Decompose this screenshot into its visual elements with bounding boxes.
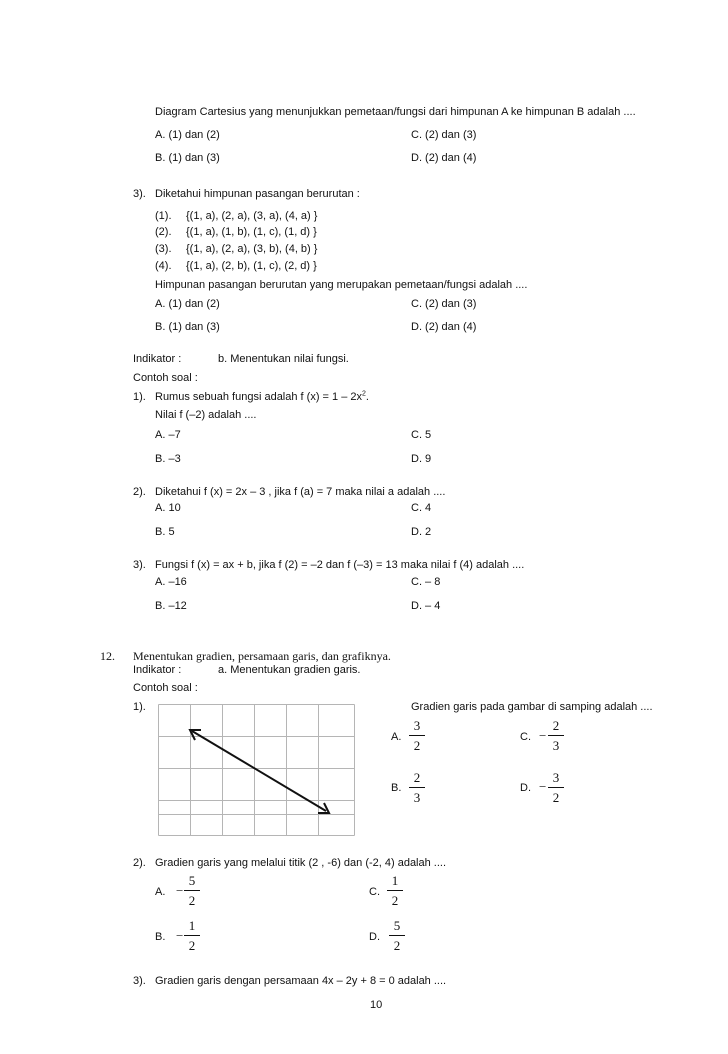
fq2-number: 2).: [133, 486, 146, 498]
fq2-option-b: B. 5: [155, 526, 175, 538]
gq1-option-c-label: C.: [520, 731, 531, 743]
intro-option-a: A. (1) dan (2): [155, 129, 220, 141]
page-number: 10: [370, 999, 383, 1011]
fq1-option-b: B. –3: [155, 453, 181, 465]
gq2-option-a-label: A.: [155, 886, 166, 898]
indicator-b-text: b. Menentukan nilai fungsi.: [218, 353, 349, 365]
set-2-value: {(1, a), (1, b), (1, c), (1, d) }: [186, 226, 317, 238]
line-graph-figure: [158, 704, 355, 836]
gq2-option-a-sign: −: [176, 883, 184, 898]
q3a-question: Himpunan pasangan berurutan yang merupakan pemetaan/fungsi adalah ....: [155, 279, 528, 291]
intro-option-c: C. (2) dan (3): [411, 129, 477, 141]
set-3-label: (3).: [155, 243, 172, 255]
fq2-option-c: C. 4: [411, 502, 432, 514]
set-1-label: (1).: [155, 210, 172, 222]
gq1-option-c-sign: −: [539, 728, 547, 743]
gq1-option-d-sign: −: [539, 779, 547, 794]
gq1-option-d-fraction: 3 2: [546, 771, 566, 805]
set-3-value: {(1, a), (2, a), (3, b), (4, b) }: [186, 243, 318, 255]
indicator-b-label: Indikator :: [133, 353, 182, 365]
fq2-option-d: D. 2: [411, 526, 432, 538]
gq1-option-c-fraction: 2 3: [546, 719, 566, 753]
q3a-number: 3).: [133, 188, 146, 200]
section-12-title: Menentukan gradien, persamaan garis, dan grafiknya.: [133, 649, 391, 663]
gq2-option-c-label: C.: [369, 886, 380, 898]
gq1-option-a-fraction: 3 2: [407, 719, 427, 753]
fq3-option-a: A. –16: [155, 576, 187, 588]
fq1-option-d: D. 9: [411, 453, 432, 465]
fq3-stem: Fungsi f (x) = ax + b, jika f (2) = –2 dan f (–3) = 13 maka nilai f (4) adalah ....: [155, 559, 525, 571]
indicator-a-label: Indikator :: [133, 664, 182, 676]
gq2-option-b-fraction: 1 2: [182, 919, 202, 953]
fq1-option-c: C. 5: [411, 429, 432, 441]
intro-question: Diagram Cartesius yang menunjukkan pemetaan/fungsi dari himpunan A ke himpunan B adalah ....: [155, 106, 636, 118]
q3a-stem: Diketahui himpunan pasangan berurutan :: [155, 188, 360, 200]
gq1-option-d-label: D.: [520, 782, 531, 794]
gq2-option-b-label: B.: [155, 931, 166, 943]
gq2-option-d-fraction: 5 2: [387, 919, 407, 953]
fq3-option-c: C. – 8: [411, 576, 441, 588]
set-1-value: {(1, a), (2, a), (3, a), (4, a) }: [186, 210, 318, 222]
gq1-stem: Gradien garis pada gambar di samping adalah ....: [411, 701, 653, 713]
gq2-option-d-label: D.: [369, 931, 380, 943]
q3a-option-b: B. (1) dan (3): [155, 321, 220, 333]
fq1-option-a: A. –7: [155, 429, 181, 441]
contoh-soal-b: Contoh soal :: [133, 372, 198, 384]
gq2-option-b-sign: −: [176, 928, 184, 943]
intro-option-b: B. (1) dan (3): [155, 152, 220, 164]
set-2-label: (2).: [155, 226, 172, 238]
set-4-label: (4).: [155, 260, 172, 272]
q3a-option-d: D. (2) dan (4): [411, 321, 477, 333]
gq3-stem: Gradien garis dengan persamaan 4x – 2y + 8 = 0 adalah ....: [155, 975, 447, 987]
set-4-value: {(1, a), (2, b), (1, c), (2, d) }: [186, 260, 317, 272]
fq3-option-d: D. – 4: [411, 600, 441, 612]
intro-option-d: D. (2) dan (4): [411, 152, 477, 164]
gq2-stem: Gradien garis yang melalui titik (2 , -6) dan (-2, 4) adalah ....: [155, 857, 447, 869]
fq2-option-a: A. 10: [155, 502, 181, 514]
gq2-option-c-fraction: 1 2: [385, 874, 405, 908]
gq1-option-a-label: A.: [391, 731, 402, 743]
fq3-number: 3).: [133, 559, 146, 571]
q3a-option-c: C. (2) dan (3): [411, 298, 477, 310]
gq1-option-b-fraction: 2 3: [407, 771, 427, 805]
fq1-stem: Rumus sebuah fungsi adalah f $(x) = 1 - 2x^2$.: [155, 390, 369, 403]
q3a-option-a: A. (1) dan (2): [155, 298, 220, 310]
gq1-option-b-label: B.: [391, 782, 402, 794]
gq2-number: 2).: [133, 857, 146, 869]
gq1-number: 1).: [133, 701, 146, 713]
contoh-soal-a: Contoh soal :: [133, 682, 198, 694]
gq3-number: 3).: [133, 975, 146, 987]
fq1-number: 1).: [133, 391, 146, 403]
indicator-a-text: a. Menentukan gradien garis.: [218, 664, 361, 676]
fq3-option-b: B. –12: [155, 600, 187, 612]
fq1-line2: Nilai f (–2) adalah ....: [155, 409, 257, 421]
section-12-number: 12.: [100, 649, 115, 663]
fq2-stem: Diketahui f (x) = 2x – 3 , jika f (a) = 7 maka nilai a adalah ....: [155, 486, 446, 498]
gq2-option-a-fraction: 5 2: [182, 874, 202, 908]
